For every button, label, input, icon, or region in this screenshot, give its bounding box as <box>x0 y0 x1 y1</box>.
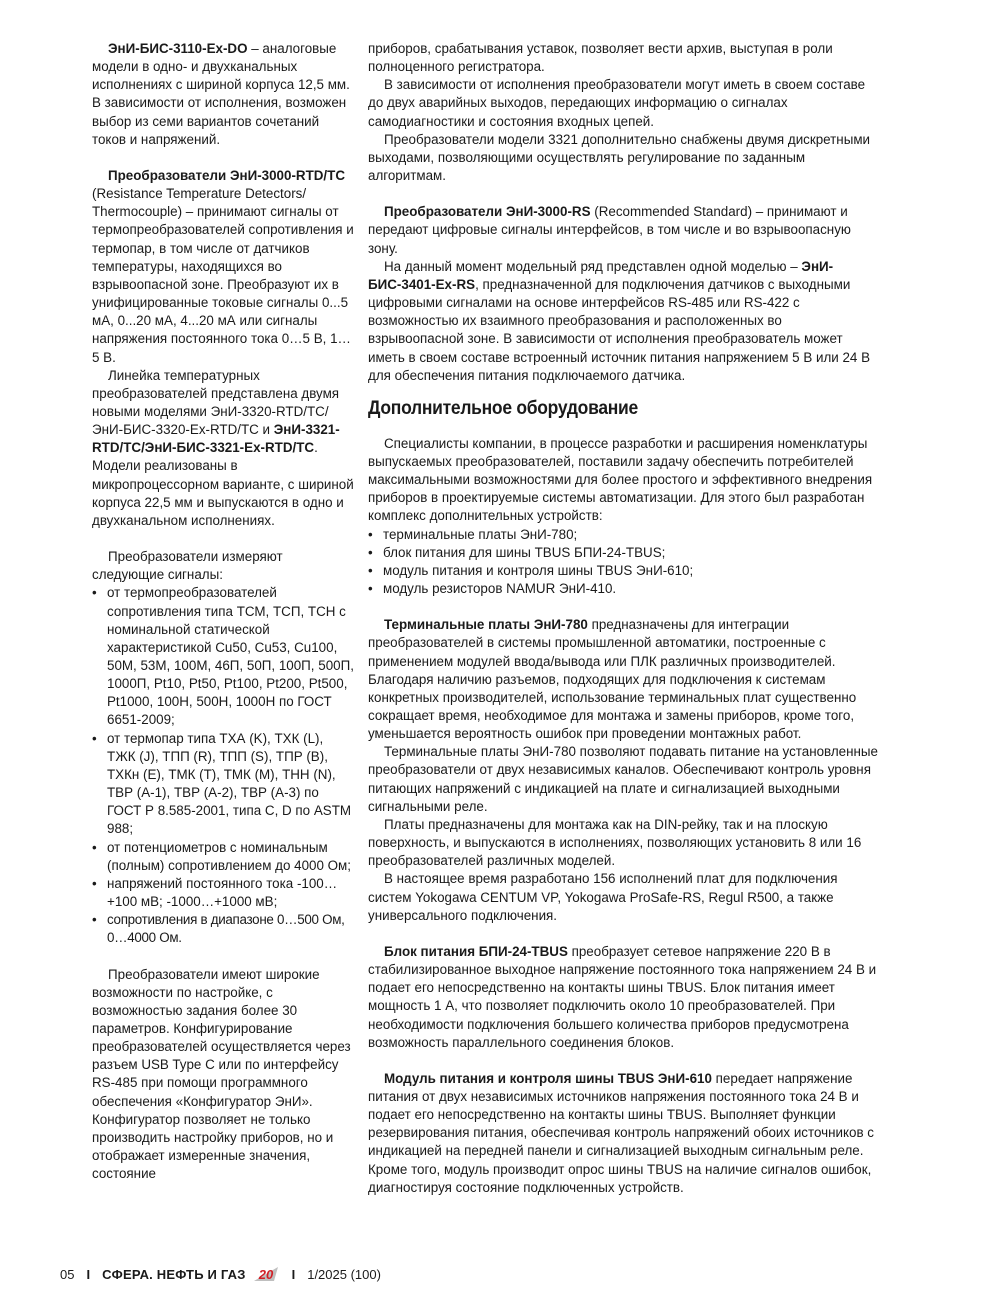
page-number: 05 <box>60 1266 75 1282</box>
bold-term: Модуль питания и контроля шины TBUS ЭнИ-610 <box>384 1070 712 1086</box>
paragraph-terminal-mounting: Платы предназначены для монтажа как на DIN-рейку, так и на плоскую поверхность, и выпускаются в исполнениях, позволяющих установить 8 или 16 преобразователей различных моделей. <box>368 816 862 869</box>
list-item: • блок питания для шины TBUS БПИ-24-TBUS; <box>368 544 880 562</box>
paragraph-text: преобразует сетевое напряжение 220 В в стабилизированное выходное напряжение постоянного тока напряжением 24 В и подает его непосредственно на контакты шины TBUS. Блок питания имеет мощность 1 А, что позволяет подключить около 10 преобразователей. При необходимости подключения большего количества приборов предусмотрена возможность параллельного соединения блоков. <box>368 943 877 1050</box>
bold-term: Преобразователи ЭнИ-3000-RTD/TC <box>108 167 345 183</box>
bold-term: ЭнИ-БИС-3110-Ex-DO <box>108 41 248 56</box>
bold-term: ЭнИ-БИС-3401-Ex-RS <box>368 258 834 292</box>
footer-separator: I <box>291 1266 296 1282</box>
right-column <box>368 40 880 1197</box>
paragraph-rs <box>368 203 880 257</box>
svg-text:20: 20 <box>258 1267 273 1282</box>
list-item: • от термопар типа ТХА (K), ТХК (L), ТЖК (J), ТПП (R), ТПП (S), ТПР (B), ТХКн (E), ТМК (T), ТМК (M), ТНН (N), ТВР (А-1), ТВР (А-2), ТВР (А-3) по ГОСТ Р 8.585-2001, типа С, D по ASTM 988; <box>92 730 354 839</box>
paragraph-additional-intro: Специалисты компании, в процессе разработки и расширения номенклатуры выпускаемых преобразователей, поставили задачу обеспечить потребителей максимальными возможностями для более простого и эффективного внедрения приборов в проектируемые системы автоматизации. Для этого был разработан комплекс дополнительных устройств: <box>368 435 873 524</box>
signals-list <box>92 584 354 947</box>
bold-term: Блок питания БПИ-24-TBUS <box>384 943 568 959</box>
paragraph-text: – аналоговые модели в одно- и двухканальных исполнениях с шириной корпуса 12,5 мм. В зависимости от исполнения, возможен выбор из семи вариантов сочетаний токов и напряжений. <box>92 41 350 147</box>
paragraph-eni-bis-3110 <box>92 40 354 149</box>
paragraph-continuation: приборов, срабатывания уставок, позволяет вести архив, выступая в роли полноценного регистратора. <box>368 41 833 75</box>
list-item: • напряжений постоянного тока -100…+100 мВ; -1000…+1000 мВ; <box>92 875 354 911</box>
paragraph-signals-intro: Преобразователи измеряют следующие сигналы: <box>92 549 283 583</box>
magazine-title: СФЕРА. НЕФТЬ И ГАЗ <box>102 1266 246 1282</box>
list-item: • терминальные платы ЭнИ-780; <box>368 526 880 544</box>
paragraph-alarm-outputs: В зависимости от исполнения преобразователи могут иметь в своем составе до двух аварийных выходов, передающих информацию о сигналах самодиагностики и состояния входных цепей. <box>368 77 866 129</box>
paragraph-temperature-line <box>92 367 354 530</box>
paragraph-rtd-tc <box>92 167 354 367</box>
list-item: • модуль резисторов NAMUR ЭнИ-410. <box>368 580 880 598</box>
issue-number: 1/2025 (100) <box>307 1266 381 1282</box>
bold-term: ЭнИ-3321-RTD/TC/ЭнИ-БИС-3321-Ex-RTD/TC <box>92 422 340 456</box>
page-footer <box>60 1264 381 1284</box>
paragraph-text: . Модели реализованы в микропроцессорном варианте, с шириной корпуса 22,5 мм и выпускаются в одно и двухканальном исполнениях. <box>92 440 354 528</box>
anniversary-logo-icon <box>252 1265 280 1283</box>
paragraph-text: передает напряжение питания от двух независимых источников напряжения постоянного тока 24 В и подает его непосредственно на контакты шины TBUS. Выполняет функции резервирования питания, обеспечивая контроль напряжений обоих источников с индикацией на передней панели и сигнализацией выходным сигнальным реле. Кроме того, модуль производит опрос шины TBUS на наличие сигналов ошибок, диагностируя состояние подключенных устройств. <box>368 1070 874 1195</box>
paragraph-text: , предназначенной для подключения датчиков с выходными цифровыми сигналами на основе интерфейсов RS-485 или RS-422 с возможностью их взаимного преобразования и расположенных во взрывоопасной зоне. В зависимости от исполнения преобразователь может иметь в своем составе встроенный источник питания напряжением 5 В или 24 В для обеспечения питания подключаемого датчика. <box>368 276 871 383</box>
section-heading: Дополнительное оборудование <box>368 397 638 419</box>
footer-separator: I <box>86 1266 91 1282</box>
paragraph-model-3321: Преобразователи модели 3321 дополнительно снабжены двумя дискретными выходами, позволяющими осуществлять регулирование по заданным алгоритмам. <box>368 131 871 184</box>
paragraph-eni-610 <box>368 1070 880 1197</box>
paragraph-text: Линейка температурных преобразователей представлена двумя новыми моделями ЭнИ-3320-RTD/TC/ ЭнИ-БИС-3320-Ex-RTD/TC и <box>92 367 340 438</box>
paragraph-configuration: Преобразователи имеют широкие возможности по настройке, с возможностью задания более 30 параметров. Конфигурирование преобразователей осуществляется через разъем USB Type C или по интерфейсу RS-485 при помощи программного обеспечения «Конфигуратор ЭнИ». Конфигуратор позволяет не только производить настройку приборов, но и отображает измеренные значения, состояние <box>92 966 351 1182</box>
devices-list <box>368 526 880 599</box>
paragraph-terminal-versions: В настоящее время разработано 156 исполнений плат для подключения систем Yokogawa CENTUM VP, Yokogawa ProSafe-RS, Regul R500, а также универсального подключения. <box>368 871 838 923</box>
bold-term: Преобразователи ЭнИ-3000-RS <box>384 204 591 220</box>
paragraph-text: (Recommended Standard) – принимают и передают цифровые сигналы интерфейсов, в том числе и во взрывоопасную зону. <box>368 204 851 256</box>
bold-term: Терминальные платы ЭнИ-780 <box>384 617 588 633</box>
list-item: • от потенциометров с номинальным (полным) сопротивлением до 4000 Ом; <box>92 839 354 875</box>
list-item: • модуль питания и контроля шины TBUS ЭнИ-610; <box>368 562 880 580</box>
paragraph-rs-model <box>368 258 880 385</box>
left-column <box>92 40 354 1183</box>
paragraph-text: На данный момент модельный ряд представлен одной моделью – <box>384 258 802 274</box>
list-item: • сопротивления в диапазоне 0…500 Ом, 0…4000 Ом. <box>92 911 354 947</box>
paragraph-terminal-boards <box>368 616 880 743</box>
paragraph-text: (Resistance Temperature Detectors/ Thermocouple) – принимают сигналы от термопреобразователей сопротивления и термопар, в том числе от датчиков температуры, находящихся во взрывоопасной зоне. Преобразуют их в унифицированные токовые сигналы 0...5 мА, 0...20 мА, 4...20 мА или сигналы напряжения постоянного тока 0…5 В, 1…5 В. <box>92 186 354 365</box>
list-item: • от термопреобразователей сопротивления типа ТСМ, ТСП, ТСН с номинальной статической характеристикой Cu50, Cu53, Cu100, 50М, 53М, 100М, 46П, 50П, 100П, 500П, 1000П, Pt10, Pt50, Pt100, Pt200, Pt500, Pt1000, 100Н, 500Н, 1000Н по ГОСТ 6651-2009; <box>92 584 354 729</box>
paragraph-power-supply <box>368 943 880 1052</box>
paragraph-terminal-power: Терминальные платы ЭнИ-780 позволяют подавать питание на установленные преобразователи от двух независимых каналов. Обеспечивают контроль уровня питающих напряжений с индикацией на плате и сигнализацией выходными сигнальными реле. <box>368 744 878 814</box>
paragraph-text: предназначены для интеграции преобразователей в системы промышленной автоматики, построенные с применением модулей ввода/вывода или ПЛК различных производителей. Благодаря наличию разъемов, подходящих для подключения к системам конкретных производителей, использование терминальных плат существенно сокращает время, необходимое для монтажа и замены приборов, кроме того, уменьшается вероятность ошибок при проведении монтажных работ. <box>368 617 857 742</box>
